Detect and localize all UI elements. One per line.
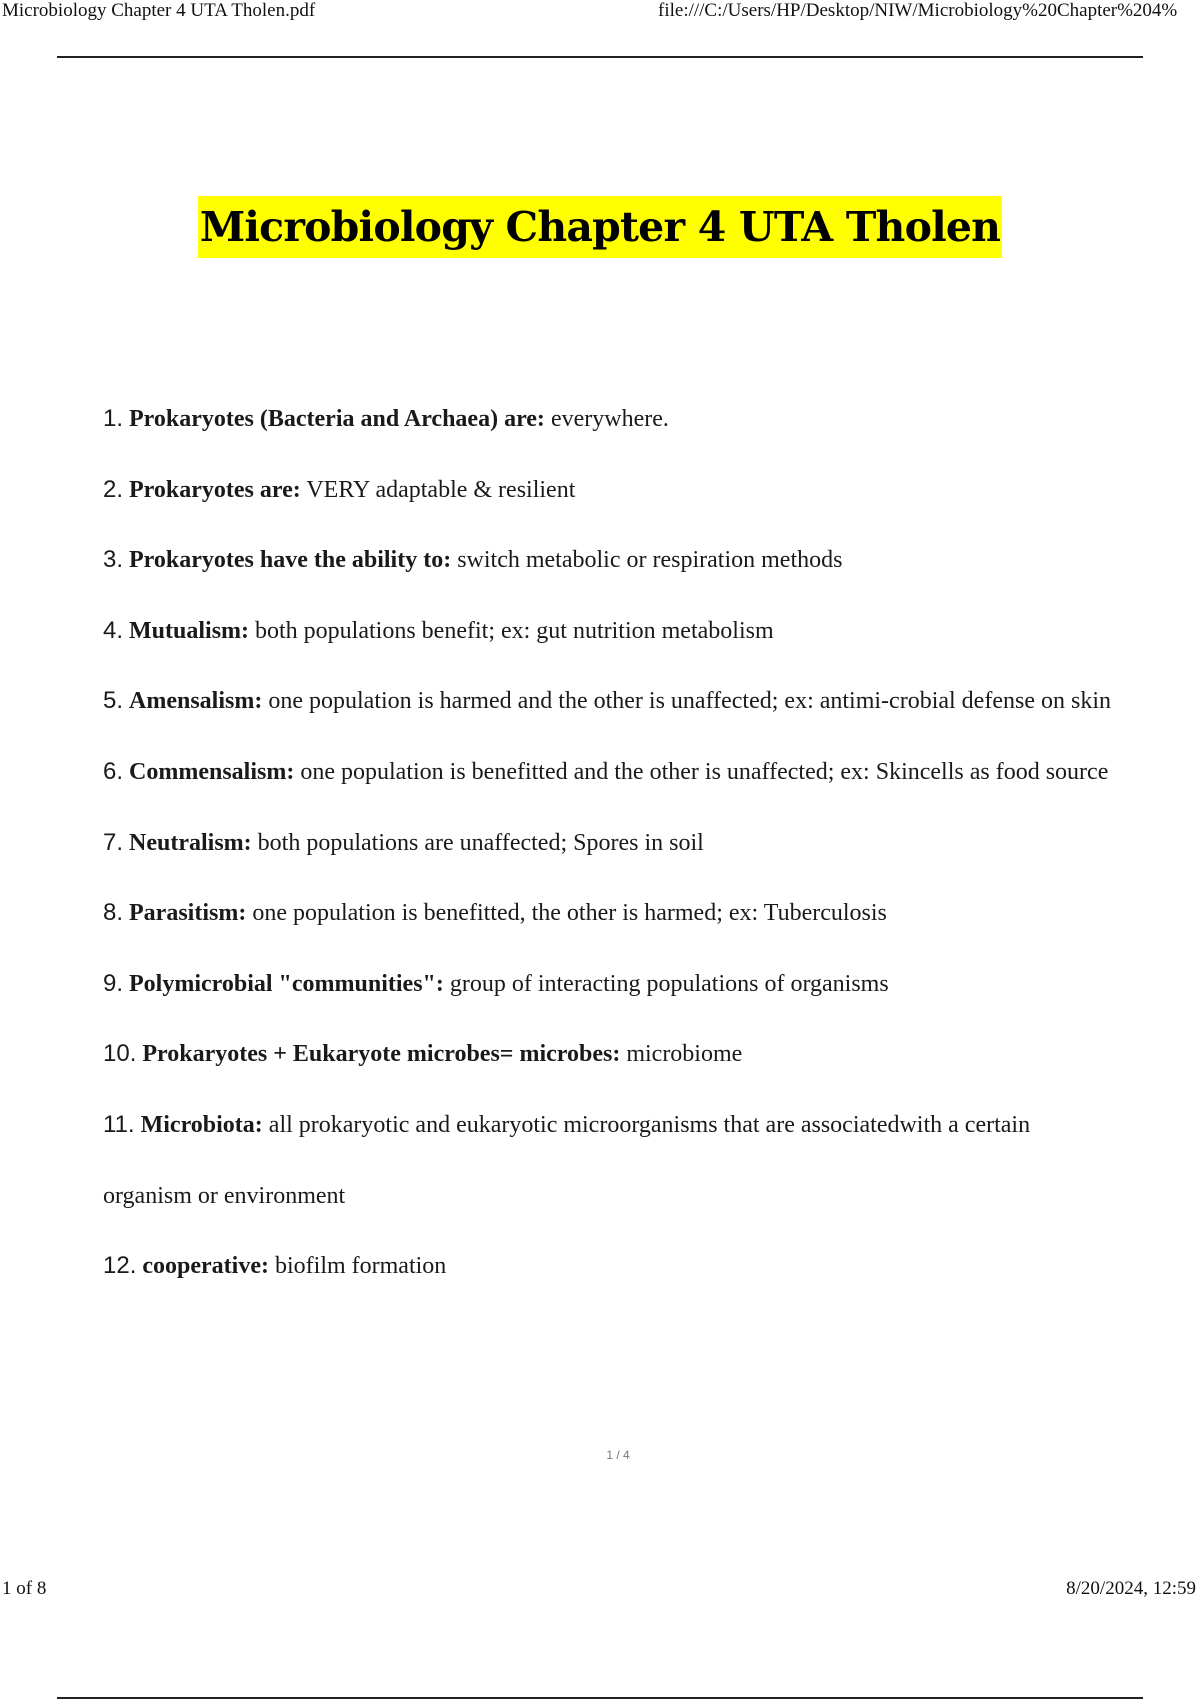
item-term: Mutualism: [129, 617, 250, 644]
item-number: 3. [103, 546, 124, 574]
page-indicator: 1 / 4 [606, 1448, 630, 1462]
print-header [0, 0, 1200, 28]
list-item [103, 808, 1113, 879]
item-term: Amensalism: [129, 688, 263, 715]
page-title-container [0, 196, 1200, 258]
list-item [103, 666, 1113, 737]
item-number: 4. [103, 616, 124, 644]
item-number: 2. [103, 475, 124, 503]
item-term: Neutralism: [129, 829, 252, 856]
item-definition: biofilm formation [274, 1253, 447, 1280]
item-number: 9. [103, 969, 124, 997]
item-definition: group of interacting populations of organisms [449, 970, 889, 997]
list-item [103, 1090, 1113, 1231]
item-term: Microbiota: [140, 1111, 263, 1138]
item-number: 10. [103, 1040, 137, 1068]
item-number: 1. [103, 405, 124, 432]
item-definition: VERY adaptable & resilient [306, 476, 576, 503]
item-number: 12. [103, 1252, 137, 1280]
item-definition: everywhere. [550, 406, 669, 432]
list-item [103, 596, 1113, 667]
list-item [103, 525, 1113, 596]
list-item [103, 455, 1113, 526]
item-definition: both populations benefit; ex: gut nutrition metabolism [255, 617, 774, 644]
list-item [103, 878, 1113, 949]
item-term: cooperative: [142, 1253, 269, 1280]
item-number: 11. [103, 1110, 135, 1138]
list-item [103, 1019, 1113, 1090]
header-divider [57, 56, 1143, 58]
print-header-doc-title: Microbiology Chapter 4 UTA Tholen.pdf [2, 0, 316, 21]
item-term: Polymicrobial "communities": [129, 970, 444, 997]
print-footer-page-count: 1 of 8 [2, 1578, 47, 1599]
footer-divider [57, 1697, 1143, 1699]
item-term: Prokaryotes are: [129, 476, 301, 503]
list-item [103, 737, 1113, 808]
print-footer [0, 1578, 1200, 1604]
item-term: Parasitism: [129, 900, 247, 927]
flashcard-list [103, 384, 1113, 1302]
page-title: Microbiology Chapter 4 UTA Tholen [198, 196, 1002, 258]
list-item [103, 384, 1113, 455]
item-term: Prokaryotes + Eukaryote microbes= microbes: [142, 1041, 621, 1068]
print-header-url: file:///C:/Users/HP/Desktop/NIW/Microbiology%20Chapter%204% [658, 0, 1178, 21]
list-item [103, 949, 1113, 1020]
item-number: 7. [103, 828, 124, 856]
item-number: 6. [103, 757, 124, 785]
print-footer-date: 8/20/2024, 12:59 [1066, 1578, 1196, 1599]
item-number: 5. [103, 687, 124, 715]
item-term: Commensalism: [129, 758, 295, 785]
item-definition: switch metabolic or respiration methods [457, 547, 843, 574]
item-definition: one population is benefitted and the other is unaffected; ex: Skincells as food source [300, 758, 1109, 785]
item-definition: one population is benefitted, the other is harmed; ex: Tuberculosis [252, 900, 887, 927]
item-term: Prokaryotes have the ability to: [129, 547, 452, 574]
item-definition: microbiome [626, 1041, 743, 1068]
item-definition: one population is harmed and the other is unaffected; ex: antimi-crobial defense on skin [268, 688, 1111, 715]
item-term: Prokaryotes (Bacteria and Archaea) are: [129, 406, 545, 432]
item-definition: both populations are unaffected; Spores in soil [257, 829, 704, 856]
item-number: 8. [103, 899, 124, 927]
list-item [103, 1231, 1113, 1302]
item-definition: all prokaryotic and eukaryotic microorganisms that are associatedwith a certain organism or environment [103, 1111, 1031, 1209]
